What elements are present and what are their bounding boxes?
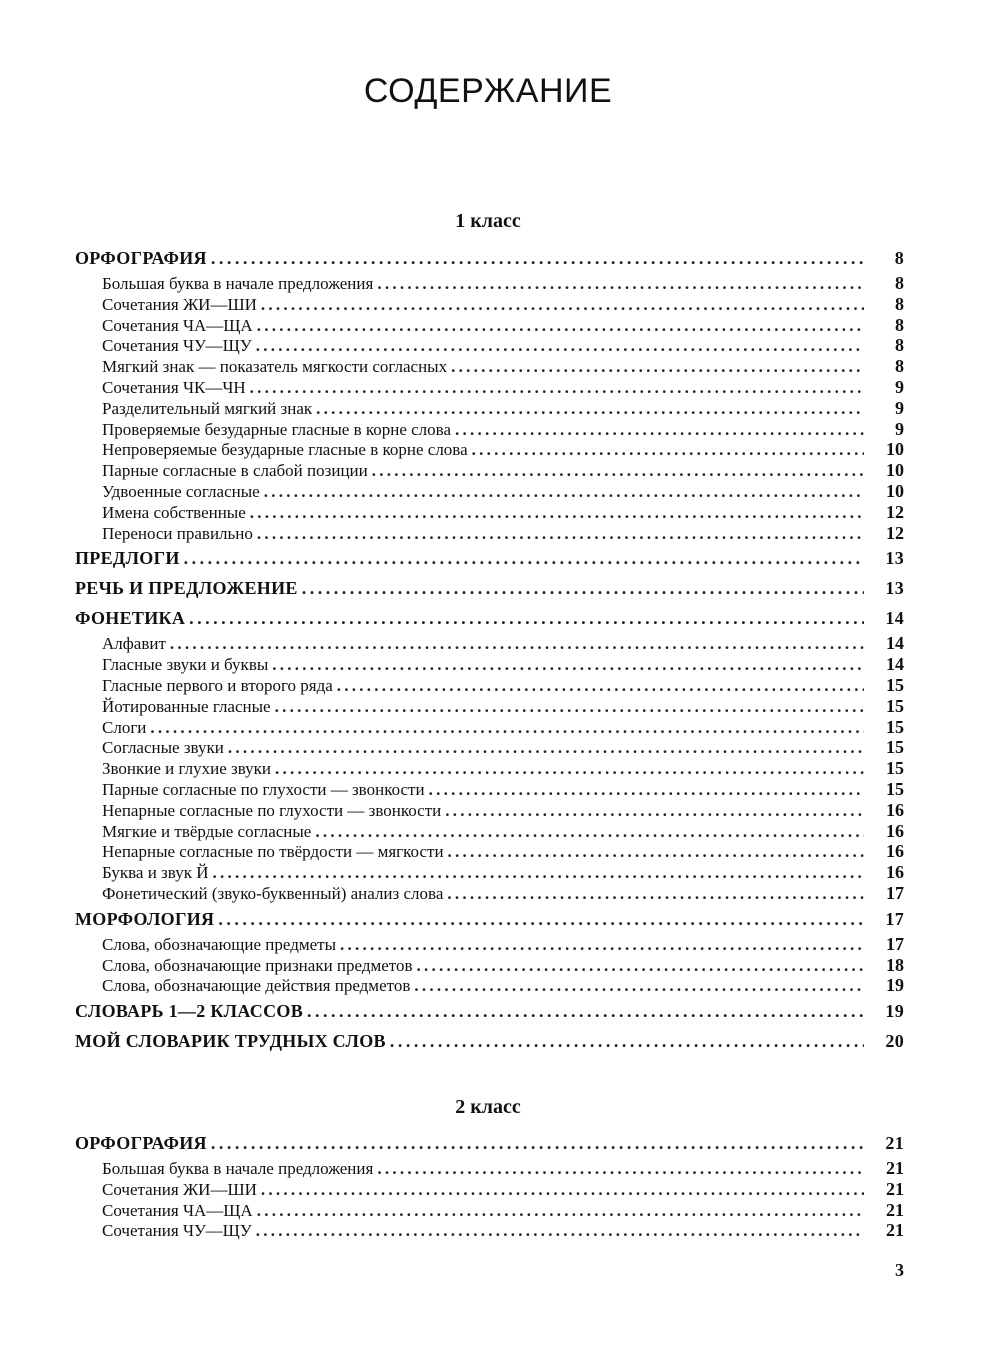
toc-entry-page: 14 xyxy=(885,608,904,629)
toc-topic-entry xyxy=(75,883,904,904)
toc-entry-label: Мягкий знак — показатель мягкости согласных xyxy=(102,357,448,377)
toc-entry-label: Непарные согласные по твёрдости — мягкости xyxy=(102,842,444,862)
dot-leader xyxy=(472,440,864,460)
toc-entry-page: 15 xyxy=(886,758,904,779)
toc-entry-label: Согласные звуки xyxy=(102,738,224,758)
toc-entry-page: 12 xyxy=(886,501,904,522)
toc-entry-label: Сочетания ЧУ—ЩУ xyxy=(102,1221,252,1241)
dot-leader xyxy=(256,1221,864,1241)
toc-chapter-entry xyxy=(75,1026,904,1056)
toc-entry-page: 18 xyxy=(886,954,904,975)
toc-entry-page: 16 xyxy=(886,799,904,820)
dot-leader xyxy=(150,718,864,738)
dot-leader xyxy=(414,976,864,996)
toc-entry-label: Алфавит xyxy=(102,634,166,654)
toc-topic-entry xyxy=(75,955,904,976)
toc-chapter-entry xyxy=(75,243,904,273)
toc-entry-label: Слова, обозначающие признаки предметов xyxy=(102,955,413,975)
toc-entry-page: 21 xyxy=(886,1220,904,1241)
toc-entry-page: 9 xyxy=(895,376,904,397)
toc-entry-page: 8 xyxy=(895,335,904,356)
toc-entry-page: 17 xyxy=(885,908,904,929)
dot-leader xyxy=(256,336,864,356)
toc-entry-label: Разделительный мягкий знак xyxy=(102,398,313,418)
toc-entry-page: 10 xyxy=(886,480,904,501)
toc-topic-entry xyxy=(75,717,904,738)
toc-entry-page: 10 xyxy=(886,439,904,460)
toc-entry-page: 17 xyxy=(886,933,904,954)
toc-entry-label: МОЙ СЛОВАРИК ТРУДНЫХ СЛОВ xyxy=(75,1031,386,1052)
toc-topic-entry xyxy=(75,862,904,883)
toc-topic-entry xyxy=(75,1179,904,1200)
dot-leader xyxy=(257,316,864,336)
toc-entry-label: РЕЧЬ И ПРЕДЛОЖЕНИЕ xyxy=(75,578,298,599)
toc-entry-page: 21 xyxy=(886,1158,904,1178)
toc-topic-entry xyxy=(75,675,904,696)
dot-leader xyxy=(307,996,864,1026)
toc-entry-label: Переноси правильно xyxy=(102,523,253,543)
dot-leader xyxy=(250,503,864,523)
toc-entry-label: Звонкие и глухие звуки xyxy=(102,759,272,779)
dot-leader xyxy=(261,1180,864,1200)
dot-leader xyxy=(213,863,865,883)
dot-leader xyxy=(302,573,864,603)
dot-leader xyxy=(170,634,864,654)
dot-leader xyxy=(211,243,864,273)
toc-entry-page: 8 xyxy=(895,293,904,314)
toc-entry-page: 15 xyxy=(886,674,904,695)
toc-entry-label: Непарные согласные по глухости — звонкости xyxy=(102,800,442,820)
toc-entry-label: Удвоенные согласные xyxy=(102,481,260,501)
dot-leader xyxy=(390,1026,864,1056)
dot-leader xyxy=(275,697,864,717)
toc-entry-page: 16 xyxy=(886,862,904,883)
dot-leader xyxy=(448,842,864,862)
toc-chapter-entry xyxy=(75,573,904,603)
toc-entry-label: Сочетания ЧУ—ЩУ xyxy=(102,336,252,356)
dot-leader xyxy=(316,399,864,419)
toc-entry-page: 15 xyxy=(886,737,904,758)
dot-leader xyxy=(337,676,864,696)
dot-leader xyxy=(184,543,864,573)
toc-entry-label: Сочетания ЖИ—ШИ xyxy=(102,1179,257,1199)
toc-entry-page: 15 xyxy=(886,778,904,799)
toc-entry-label: Фонетический (звуко-буквенный) анализ слова xyxy=(102,883,444,903)
toc-topic-entry xyxy=(75,294,904,315)
toc-topic-entry xyxy=(75,377,904,398)
dot-leader xyxy=(272,655,864,675)
toc-entry-page: 14 xyxy=(886,654,904,675)
toc-topic-entry xyxy=(75,821,904,842)
toc-topic-entry xyxy=(75,335,904,356)
toc-entry-page: 8 xyxy=(895,356,904,377)
dot-leader xyxy=(228,738,864,758)
toc-list-grade-2 xyxy=(75,1128,904,1241)
toc-entry-page: 20 xyxy=(885,1031,904,1052)
section-heading-grade-2: 2 класс xyxy=(455,1096,521,1118)
dot-leader xyxy=(417,956,864,976)
toc-entry-label: Гласные звуки и буквы xyxy=(102,655,269,675)
toc-topic-entry xyxy=(75,934,904,955)
toc-entry-label: Сочетания ЧК—ЧН xyxy=(102,377,246,397)
toc-entry-page: 14 xyxy=(886,633,904,654)
toc-chapter-entry xyxy=(75,1128,904,1158)
toc-topic-entry xyxy=(75,758,904,779)
dot-leader xyxy=(340,935,864,955)
toc-entry-label: Гласные первого и второго ряда xyxy=(102,675,333,695)
toc-entry-page: 17 xyxy=(886,882,904,903)
toc-topic-entry xyxy=(75,779,904,800)
toc-topic-entry xyxy=(75,315,904,336)
dot-leader xyxy=(211,1128,864,1158)
toc-topic-entry xyxy=(75,439,904,460)
toc-entry-page: 10 xyxy=(886,460,904,481)
dot-leader xyxy=(372,461,864,481)
toc-topic-entry xyxy=(75,523,904,544)
toc-entry-page: 9 xyxy=(895,397,904,418)
toc-topic-entry xyxy=(75,654,904,675)
toc-entry-page: 16 xyxy=(886,841,904,862)
toc-entry-label: Мягкие и твёрдые согласные xyxy=(102,821,312,841)
toc-entry-label: Проверяемые безударные гласные в корне слова xyxy=(102,419,452,439)
toc-topic-entry xyxy=(75,975,904,996)
toc-topic-entry xyxy=(75,800,904,821)
toc-entry-label: Непроверяемые безударные гласные в корне слова xyxy=(102,440,468,460)
toc-entry-label: СЛОВАРЬ 1—2 КЛАССОВ xyxy=(75,1001,304,1022)
toc-entry-label: Сочетания ЧА—ЩА xyxy=(102,315,253,335)
toc-entry-page: 15 xyxy=(886,695,904,716)
toc-topic-entry xyxy=(75,460,904,481)
page-number: 3 xyxy=(895,1260,904,1280)
toc-topic-entry xyxy=(75,1220,904,1241)
dot-leader xyxy=(429,780,864,800)
dot-leader xyxy=(315,822,864,842)
toc-entry-label: Йотированные гласные xyxy=(102,696,271,716)
toc-entry-page: 21 xyxy=(886,1199,904,1220)
toc-entry-label: Большая буква в начале предложения xyxy=(102,1159,374,1178)
toc-topic-entry xyxy=(75,481,904,502)
toc-list-grade-1 xyxy=(75,243,904,1056)
dot-leader xyxy=(257,524,864,544)
toc-entry-page: 9 xyxy=(895,418,904,439)
dot-leader xyxy=(451,357,864,377)
toc-entry-label: Слоги xyxy=(102,717,147,737)
toc-entry-page: 12 xyxy=(886,522,904,543)
toc-entry-label: Слова, обозначающие действия предметов xyxy=(102,976,411,996)
toc-entry-page: 21 xyxy=(885,1133,904,1153)
toc-entry-label: Сочетания ЖИ—ШИ xyxy=(102,294,257,314)
toc-topic-entry xyxy=(75,633,904,654)
dot-leader xyxy=(218,904,864,934)
toc-entry-page: 19 xyxy=(886,975,904,996)
dot-leader xyxy=(455,420,864,440)
dot-leader xyxy=(377,274,864,294)
dot-leader xyxy=(445,801,864,821)
toc-topic-entry xyxy=(75,1200,904,1221)
dot-leader xyxy=(275,759,864,779)
toc-entry-page: 8 xyxy=(895,273,904,293)
toc-entry-page: 13 xyxy=(885,578,904,599)
toc-topic-entry xyxy=(75,841,904,862)
dot-leader xyxy=(377,1159,864,1179)
toc-entry-label: Буква и звук Й xyxy=(102,863,209,883)
toc-topic-entry xyxy=(75,273,904,294)
toc-entry-label: Большая буква в начале предложения xyxy=(102,274,374,293)
toc-chapter-entry xyxy=(75,603,904,633)
toc-topic-entry xyxy=(75,737,904,758)
dot-leader xyxy=(261,295,864,315)
dot-leader xyxy=(447,884,864,904)
toc-chapter-entry xyxy=(75,543,904,573)
toc-entry-label: ФОНЕТИКА xyxy=(75,608,186,629)
section-heading-grade-1: 1 класс xyxy=(455,210,521,232)
toc-entry-label: Парные согласные в слабой позиции xyxy=(102,461,368,481)
toc-topic-entry xyxy=(75,696,904,717)
toc-entry-page: 15 xyxy=(886,716,904,737)
toc-topic-entry xyxy=(75,356,904,377)
toc-entry-label: ОРФОГРАФИЯ xyxy=(75,1133,207,1153)
toc-chapter-entry xyxy=(75,904,904,934)
toc-entry-label: Имена собственные xyxy=(102,502,246,522)
toc-chapter-entry xyxy=(75,996,904,1026)
page-title: СОДЕРЖАНИЕ xyxy=(363,72,613,110)
toc-entry-page: 8 xyxy=(895,314,904,335)
toc-entry-label: МОРФОЛОГИЯ xyxy=(75,908,215,929)
toc-entry-page: 13 xyxy=(885,548,904,569)
toc-entry-label: Слова, обозначающие предметы xyxy=(102,934,336,954)
toc-topic-entry xyxy=(75,398,904,419)
toc-entry-page: 19 xyxy=(885,1001,904,1022)
dot-leader xyxy=(264,482,864,502)
dot-leader xyxy=(250,378,864,398)
toc-entry-page: 21 xyxy=(886,1178,904,1199)
toc-entry-label: Сочетания ЧА—ЩА xyxy=(102,1200,253,1220)
toc-entry-label: ОРФОГРАФИЯ xyxy=(75,248,207,268)
dot-leader xyxy=(189,603,864,633)
toc-topic-entry xyxy=(75,502,904,523)
toc-entry-page: 16 xyxy=(886,820,904,841)
toc-entry-label: Парные согласные по глухости — звонкости xyxy=(102,779,425,799)
dot-leader xyxy=(257,1201,864,1221)
toc-entry-label: ПРЕДЛОГИ xyxy=(75,548,180,569)
toc-topic-entry xyxy=(75,419,904,440)
toc-topic-entry xyxy=(75,1158,904,1179)
toc-entry-page: 8 xyxy=(894,248,904,268)
